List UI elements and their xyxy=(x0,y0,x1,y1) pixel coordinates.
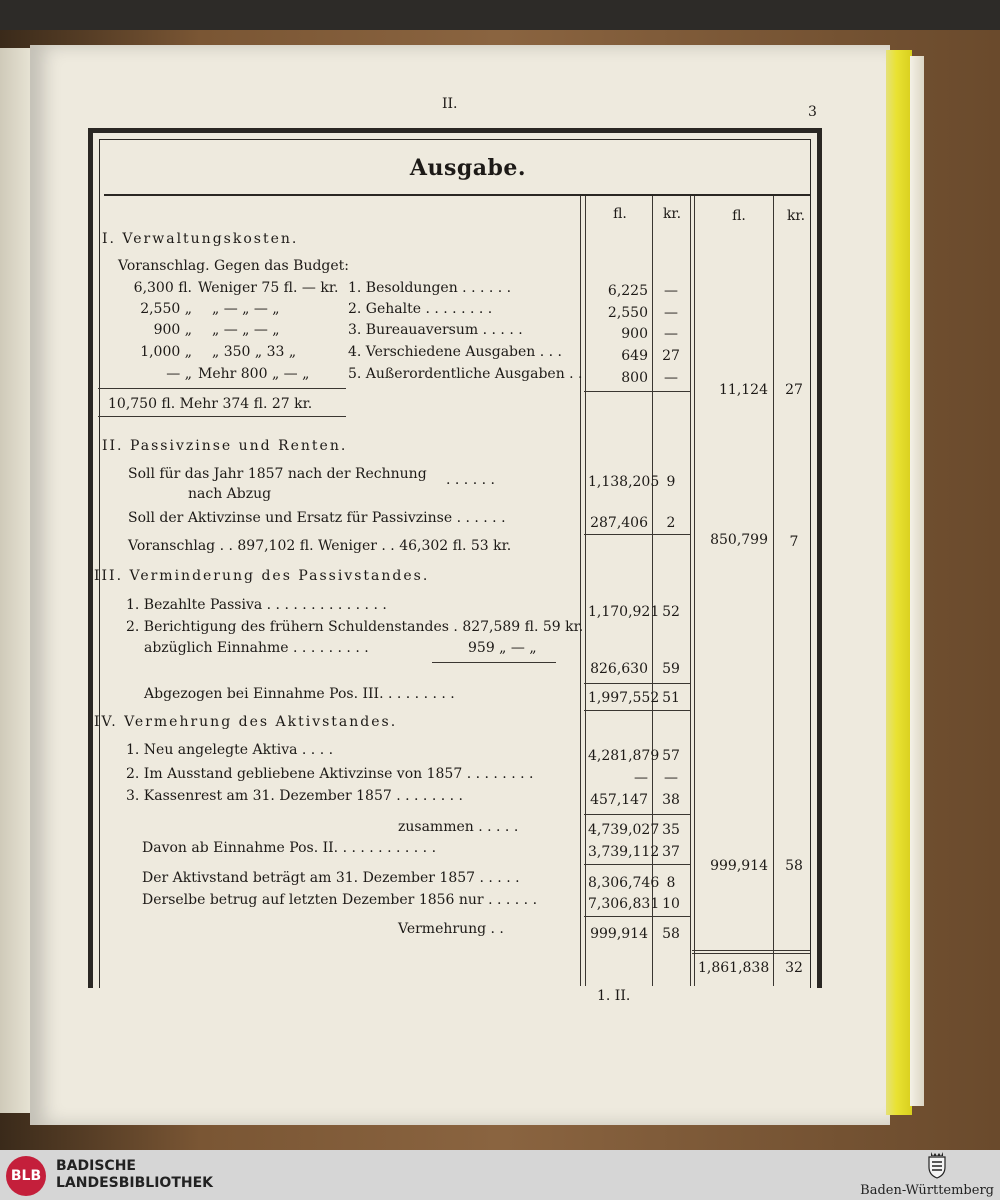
subtotal-rule xyxy=(584,391,690,392)
row-label: Derselbe betrug auf letzten Dezember 1856 nur . . . . . . xyxy=(142,892,538,908)
amount-fl: 1,997,552 xyxy=(588,690,660,706)
amount-fl: 2,550 xyxy=(607,305,648,321)
amount-fl: 900 xyxy=(621,326,648,342)
amount-kr: 52 xyxy=(662,604,680,620)
subtotal-rule xyxy=(98,388,346,389)
amount-fl: 826,630 xyxy=(590,661,648,677)
amount-fl: 800 xyxy=(621,370,648,386)
section-total-fl: 11,124 xyxy=(719,382,768,398)
amount-kr: — xyxy=(664,770,678,786)
section-heading: II. Passivzinse und Renten. xyxy=(102,438,348,454)
grand-total-rule xyxy=(692,953,810,954)
deduction-amount: 959 „ — „ xyxy=(468,640,537,656)
facing-page-edge xyxy=(0,48,31,1113)
section-subheading: Voranschlag. Gegen das Budget: xyxy=(118,258,350,274)
budget-difference: Mehr 800 „ — „ xyxy=(198,366,310,382)
amount-fl: 649 xyxy=(621,348,648,364)
amount-kr: 58 xyxy=(662,926,680,942)
amount-fl: 7,306,831 xyxy=(588,896,660,912)
row-label: 1. Bezahlte Passiva . . . . . . . . . . . . . . xyxy=(126,597,387,613)
section-total-fl: 850,799 xyxy=(710,532,768,548)
subtotal-rule xyxy=(584,864,690,865)
subtotal-rule xyxy=(584,916,690,917)
row-label: Abgezogen bei Einnahme Pos. III. . . . . . . . . xyxy=(144,686,455,702)
amount-fl: 1,138,205 xyxy=(588,474,660,490)
amount-fl: 3,739,112 xyxy=(588,844,660,860)
section-heading: IV. Vermehrung des Aktivstandes. xyxy=(94,714,398,730)
amount-kr: 27 xyxy=(662,348,680,364)
col-header-kr: kr. xyxy=(786,208,806,224)
state-label: Baden-Württemberg xyxy=(860,1183,994,1198)
amount-kr: 35 xyxy=(662,822,680,838)
deduction-rule xyxy=(432,662,556,663)
amount-fl: 6,225 xyxy=(607,283,648,299)
library-name xyxy=(56,1158,213,1192)
col-header-fl: fl. xyxy=(613,206,627,222)
leader-dots: . . . . . . xyxy=(446,472,495,488)
section-total-kr: 27 xyxy=(785,382,803,398)
row-label: Vermehrung . . xyxy=(398,921,504,937)
amount-kr: — xyxy=(664,283,678,299)
budget-total-line: 10,750 fl. Mehr 374 fl. 27 kr. xyxy=(108,396,313,412)
signature-mark: 1. II. xyxy=(597,988,631,1004)
budget-comparison: Voranschlag . . 897,102 fl. Weniger . . 46,302 fl. 53 kr. xyxy=(128,538,512,554)
amount-kr: 9 xyxy=(666,474,676,490)
amount-kr: 59 xyxy=(662,661,680,677)
amount-kr: 38 xyxy=(662,792,680,808)
budget-amount: 2,550 „ xyxy=(140,301,192,317)
amount-fl: 999,914 xyxy=(590,926,648,942)
budget-amount: 6,300 fl. xyxy=(133,280,192,296)
amount-kr: — xyxy=(664,305,678,321)
amount-kr: 57 xyxy=(662,748,680,764)
subtotal-rule xyxy=(584,683,690,684)
state-emblem-icon xyxy=(926,1151,948,1179)
expense-item-label: 1. Besoldungen . . . . . . xyxy=(348,280,512,296)
column-rule xyxy=(580,196,581,986)
amount-fl: 1,170,921 xyxy=(588,604,660,620)
col-header-fl: fl. xyxy=(732,208,746,224)
budget-difference: „ — „ — „ xyxy=(212,322,280,338)
footer-bar xyxy=(0,1150,1000,1200)
column-rule xyxy=(690,196,691,986)
row-label: abzüglich Einnahme . . . . . . . . . xyxy=(144,640,369,656)
column-rule xyxy=(585,196,586,986)
amount-fl: 287,406 xyxy=(590,515,648,531)
column-rule xyxy=(652,196,653,986)
amount-fl: — xyxy=(634,770,648,786)
page-section-marker: II. xyxy=(442,96,458,112)
section-total-kr: 58 xyxy=(785,858,803,874)
amount-kr: — xyxy=(664,326,678,342)
expense-item-label: 5. Außerordentliche Ausgaben . . xyxy=(348,366,583,382)
grand-total-rule xyxy=(692,950,810,951)
budget-amount: 1,000 „ xyxy=(140,344,192,360)
expense-item-label: 2. Gehalte . . . . . . . . xyxy=(348,301,493,317)
amount-kr: 37 xyxy=(662,844,680,860)
section-total-fl: 999,914 xyxy=(710,858,768,874)
budget-amount: — „ xyxy=(166,366,192,382)
budget-amount: 900 „ xyxy=(153,322,192,338)
page-edge-gilt xyxy=(886,50,912,1115)
column-rule xyxy=(694,196,695,986)
section-heading: III. Verminderung des Passivstandes. xyxy=(94,568,430,584)
library-name-line1: BADISCHE xyxy=(56,1158,136,1174)
amount-kr: — xyxy=(664,370,678,386)
title-divider xyxy=(104,194,810,196)
column-rule xyxy=(773,196,774,986)
amount-kr: 8 xyxy=(666,875,676,891)
amount-fl: 8,306,746 xyxy=(588,875,660,891)
budget-difference: „ 350 „ 33 „ xyxy=(212,344,297,360)
budget-difference: „ — „ — „ xyxy=(212,301,280,317)
grand-total-kr: 32 xyxy=(785,960,803,976)
expense-item-label: 4. Verschiedene Ausgaben . . . xyxy=(348,344,562,360)
row-label: Davon ab Einnahme Pos. II. . . . . . . . . . . . xyxy=(142,840,437,856)
expense-item-label: 3. Bureauaversum . . . . . xyxy=(348,322,523,338)
library-name-line2: LANDESBIBLIOTHEK xyxy=(56,1175,214,1191)
table-title: Ausgabe. xyxy=(409,155,527,181)
page-edge-paper xyxy=(910,56,924,1106)
amount-kr: 51 xyxy=(662,690,680,706)
row-label: 2. Im Ausstand gebliebene Aktivzinse von 1857 . . . . . . . . xyxy=(126,766,534,782)
row-label: 3. Kassenrest am 31. Dezember 1857 . . . . . . . . xyxy=(126,788,463,804)
section-heading: I. Verwaltungskosten. xyxy=(102,231,299,247)
section-total-kr: 7 xyxy=(789,534,799,550)
subtotal-rule xyxy=(584,534,690,535)
library-logo[interactable]: BLB xyxy=(6,1156,46,1196)
col-header-kr: kr. xyxy=(662,206,682,222)
budget-difference: Weniger 75 fl. — kr. xyxy=(198,280,339,296)
subtotal-rule xyxy=(584,814,690,815)
total-underline xyxy=(98,416,346,417)
row-label: Soll für das Jahr 1857 nach der Rechnung xyxy=(128,466,427,482)
row-label: Soll der Aktivzinse und Ersatz für Passivzinse . . . . . . xyxy=(128,510,506,526)
amount-kr: 2 xyxy=(666,515,676,531)
subtotal-rule xyxy=(584,710,690,711)
row-label: 1. Neu angelegte Aktiva . . . . xyxy=(126,742,334,758)
row-label: zusammen . . . . . xyxy=(398,819,519,835)
amount-fl: 4,281,879 xyxy=(588,748,660,764)
amount-fl: 457,147 xyxy=(590,792,648,808)
grand-total-fl: 1,861,838 xyxy=(698,960,770,976)
page-number: 3 xyxy=(808,104,817,120)
row-label: Der Aktivstand beträgt am 31. Dezember 1857 . . . . . xyxy=(142,870,520,886)
row-label: 2. Berichtigung des frühern Schuldenstandes . 827,589 fl. 59 kr. xyxy=(126,619,584,635)
amount-fl: 4,739,027 xyxy=(588,822,660,838)
row-label-continued: nach Abzug xyxy=(188,486,272,502)
amount-kr: 10 xyxy=(662,896,680,912)
